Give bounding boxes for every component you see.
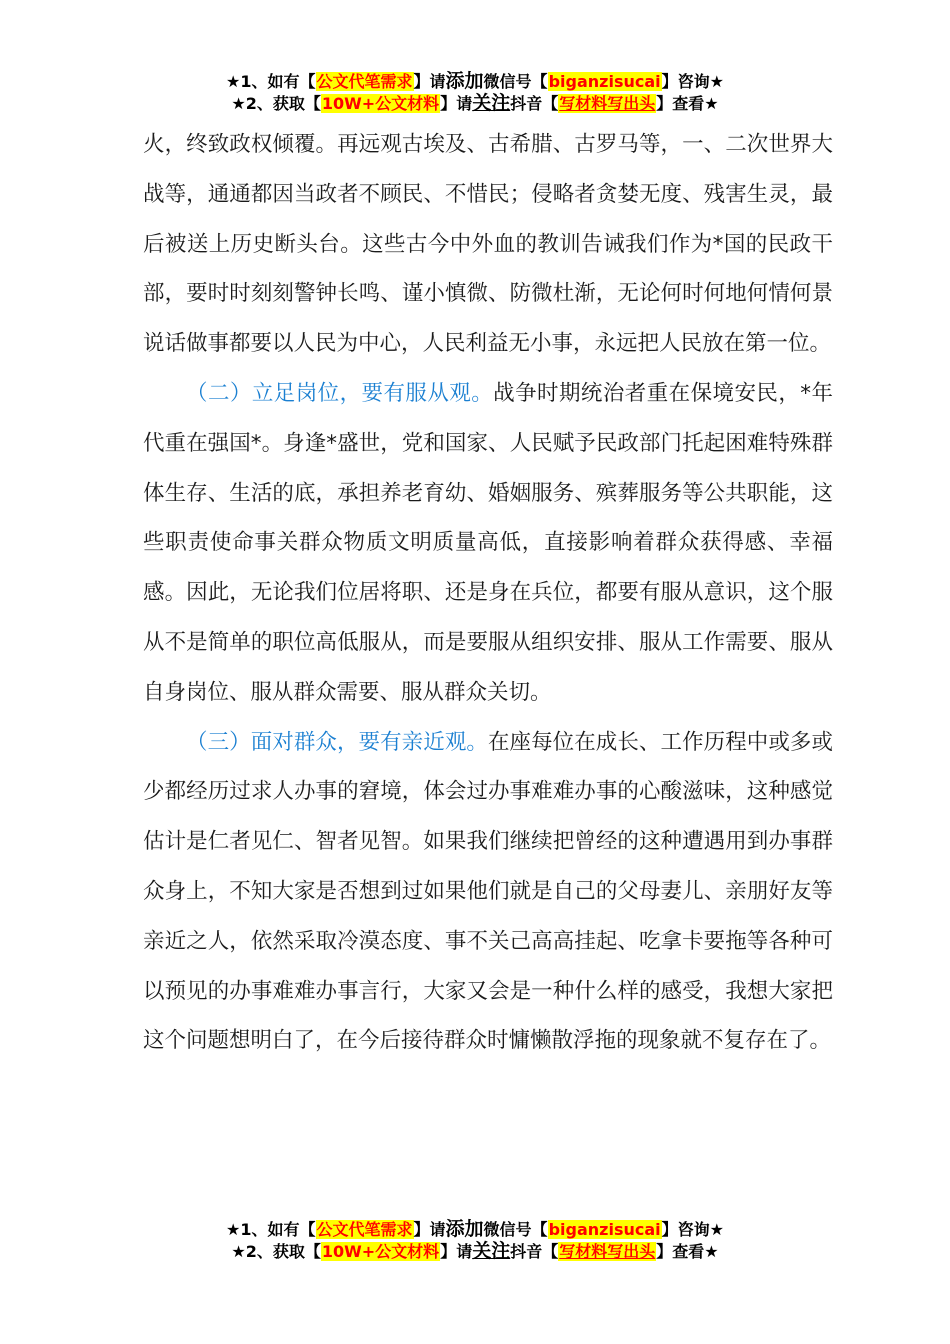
- paragraph-2: [143, 369, 833, 718]
- emphasis-text: 添加: [445, 1218, 484, 1240]
- banner-line-2: [0, 1240, 950, 1262]
- banner-text: ★2、获取【: [231, 1242, 321, 1261]
- banner-text: 】请: [413, 1220, 446, 1239]
- paragraph-1: 火，终致政权倾覆。再远观古埃及、古希腊、古罗马等，一、二次世界大战等，通通都因当政者不顾民、不惜民；侵略者贪婪无度、残害生灵，最后被送上历史断头台。这些古今中外血的教训告诫我们作为*国的民政干部，要时时刻刻警钟长鸣、谨小慎微、防微杜渐，无论何时何地何情何景说话做事都要以人民为中心，人民利益无小事，永远把人民放在第一位。: [143, 132, 833, 357]
- banner-text: 】请: [413, 72, 446, 91]
- banner-line-1: [0, 1218, 950, 1240]
- banner-line-2: [0, 92, 950, 114]
- banner-text: 抖音【: [510, 94, 559, 113]
- emphasis-text: 添加: [445, 70, 484, 92]
- highlight-tag: 10W+公文材料: [321, 1242, 440, 1261]
- banner-text: ★1、如有【: [226, 1220, 316, 1239]
- wechat-id-tag: biganzisucai: [548, 1220, 661, 1239]
- banner-text: 】查看★: [656, 1242, 719, 1261]
- banner-text: 】请: [440, 94, 473, 113]
- footer-banner: [0, 1218, 950, 1262]
- banner-text: 微信号【: [483, 1220, 548, 1239]
- paragraph-3: [143, 718, 833, 1067]
- banner-line-1: [0, 70, 950, 92]
- wechat-id-tag: biganzisucai: [548, 72, 661, 91]
- douyin-id-tag: 写材料写出头: [559, 94, 656, 113]
- highlight-tag: 10W+公文材料: [321, 94, 440, 113]
- banner-text: 】请: [440, 1242, 473, 1261]
- banner-text: 】咨询★: [661, 1220, 724, 1239]
- douyin-id-tag: 写材料写出头: [559, 1242, 656, 1261]
- section-heading-3: （三）面对群众，要有亲近观。: [186, 729, 488, 755]
- emphasis-text: 关注: [472, 1240, 511, 1262]
- banner-text: 抖音【: [510, 1242, 559, 1261]
- banner-text: 】咨询★: [661, 72, 724, 91]
- banner-text: ★2、获取【: [231, 94, 321, 113]
- paragraph-3-text: 在座每位在成长、工作历程中或多或少都经历过求人办事的窘境，体会过办事难难办事的心酸滋味，这种感觉估计是仁者见仁、智者见智。如果我们继续把曾经的这种遭遇用到办事群众身上，不知大家是否想到过如果他们就是自己的父母妻儿、亲朋好友等亲近之人，依然采取冷漠态度、事不关己高高挂起、吃拿卡要拖等各种可以预见的办事难难办事言行，大家又会是一种什么样的感受，我想大家把这个问题想明白了，在今后接待群众时慵懒散浮拖的现象就不复存在了。: [143, 729, 833, 1054]
- banner-text: 】查看★: [656, 94, 719, 113]
- section-heading-2: （二）立足岗位，要有服从观。: [186, 380, 494, 406]
- emphasis-text: 关注: [472, 92, 511, 114]
- highlight-tag: 公文代笔需求: [316, 1220, 413, 1239]
- banner-text: ★1、如有【: [226, 72, 316, 91]
- banner-text: 微信号【: [483, 72, 548, 91]
- document-body: [143, 120, 833, 1066]
- highlight-tag: 公文代笔需求: [316, 72, 413, 91]
- header-banner: [0, 70, 950, 114]
- paragraph-2-text: 战争时期统治者重在保境安民，*年代重在强国*。身逢*盛世，党和国家、人民赋予民政部门托起困难特殊群体生存、生活的底，承担养老育幼、婚姻服务、殡葬服务等公共职能，这些职责使命事关群众物质文明质量高低，直接影响着群众获得感、幸福感。因此，无论我们位居将职、还是身在兵位，都要有服从意识，这个服从不是简单的职位高低服从，而是要服从组织安排、服从工作需要、服从自身岗位、服从群众需要、服从群众关切。: [143, 380, 833, 705]
